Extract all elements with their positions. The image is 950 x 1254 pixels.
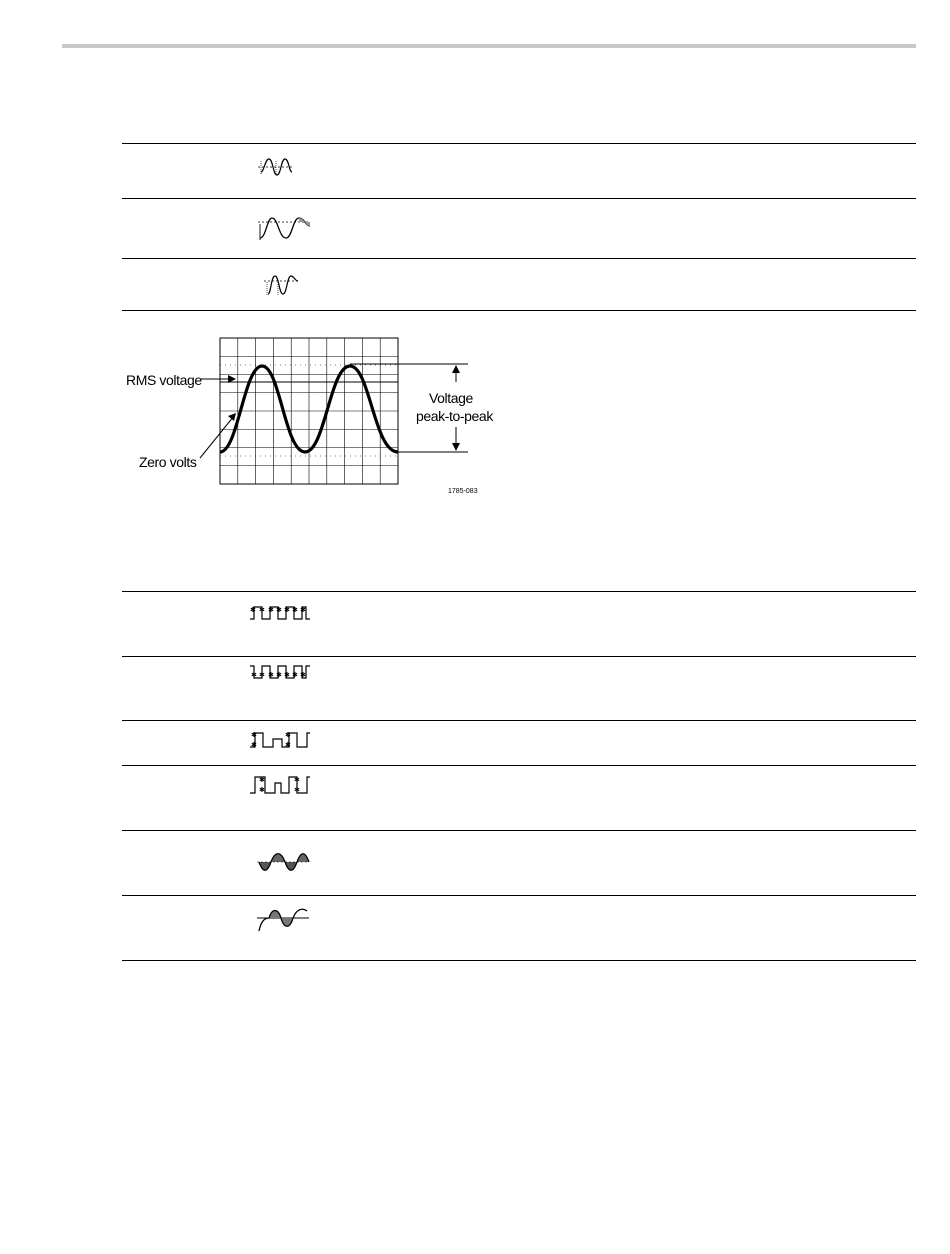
header-rule bbox=[62, 44, 916, 48]
svg-text:✱: ✱ bbox=[294, 786, 300, 794]
rms-voltage-figure bbox=[120, 330, 500, 510]
sine-wave-with-markers-icon bbox=[258, 156, 294, 178]
svg-text:✱: ✱ bbox=[268, 671, 274, 679]
table-top-rule bbox=[122, 591, 916, 592]
table-row-rule bbox=[122, 895, 916, 896]
rms-voltage-label: RMS voltage bbox=[126, 372, 202, 388]
table-row-rule bbox=[122, 830, 916, 831]
small-sine-wave-icon bbox=[264, 272, 300, 300]
svg-text:✱: ✱ bbox=[285, 731, 291, 739]
table-row-rule bbox=[122, 656, 916, 657]
svg-text:✱: ✱ bbox=[284, 606, 290, 614]
sine-wave-shaded-area-icon bbox=[257, 849, 309, 875]
square-wave-markers-low-icon bbox=[249, 663, 311, 681]
svg-text:✱: ✱ bbox=[259, 606, 265, 614]
table-bottom-rule bbox=[122, 310, 916, 311]
svg-text:✱: ✱ bbox=[259, 786, 265, 794]
svg-text:✱: ✱ bbox=[276, 606, 282, 614]
svg-text:✱: ✱ bbox=[251, 731, 257, 739]
svg-text:✱: ✱ bbox=[259, 776, 265, 784]
table-row-rule bbox=[122, 258, 916, 259]
svg-text:✱: ✱ bbox=[300, 606, 306, 614]
svg-text:✱: ✱ bbox=[259, 671, 265, 679]
voltage-label: Voltage bbox=[429, 390, 473, 406]
svg-text:✱: ✱ bbox=[300, 671, 306, 679]
svg-text:✱: ✱ bbox=[284, 671, 290, 679]
svg-text:✱: ✱ bbox=[268, 606, 274, 614]
svg-text:✱: ✱ bbox=[285, 741, 291, 749]
table-row-rule bbox=[122, 720, 916, 721]
sine-wave-partial-shaded-icon bbox=[257, 907, 309, 935]
svg-text:✱: ✱ bbox=[294, 776, 300, 784]
table-row-rule bbox=[122, 765, 916, 766]
svg-text:✱: ✱ bbox=[276, 671, 282, 679]
zero-volts-label: Zero volts bbox=[139, 454, 197, 470]
table-top-rule bbox=[122, 143, 916, 144]
svg-text:✱: ✱ bbox=[292, 671, 298, 679]
svg-text:✱: ✱ bbox=[250, 606, 256, 614]
svg-text:✱: ✱ bbox=[292, 606, 298, 614]
sine-wave-dashed-center-icon bbox=[258, 212, 310, 242]
svg-text:✱: ✱ bbox=[251, 671, 257, 679]
table-bottom-rule bbox=[122, 960, 916, 961]
peak-to-peak-label: peak-to-peak bbox=[416, 408, 493, 424]
table-row-rule bbox=[122, 198, 916, 199]
square-wave-edge-markers-icon bbox=[249, 729, 311, 749]
figure-id: 1785-083 bbox=[448, 488, 478, 495]
square-wave-width-markers-icon bbox=[249, 773, 311, 795]
svg-text:✱: ✱ bbox=[251, 741, 257, 749]
square-wave-markers-high-icon bbox=[249, 604, 311, 622]
